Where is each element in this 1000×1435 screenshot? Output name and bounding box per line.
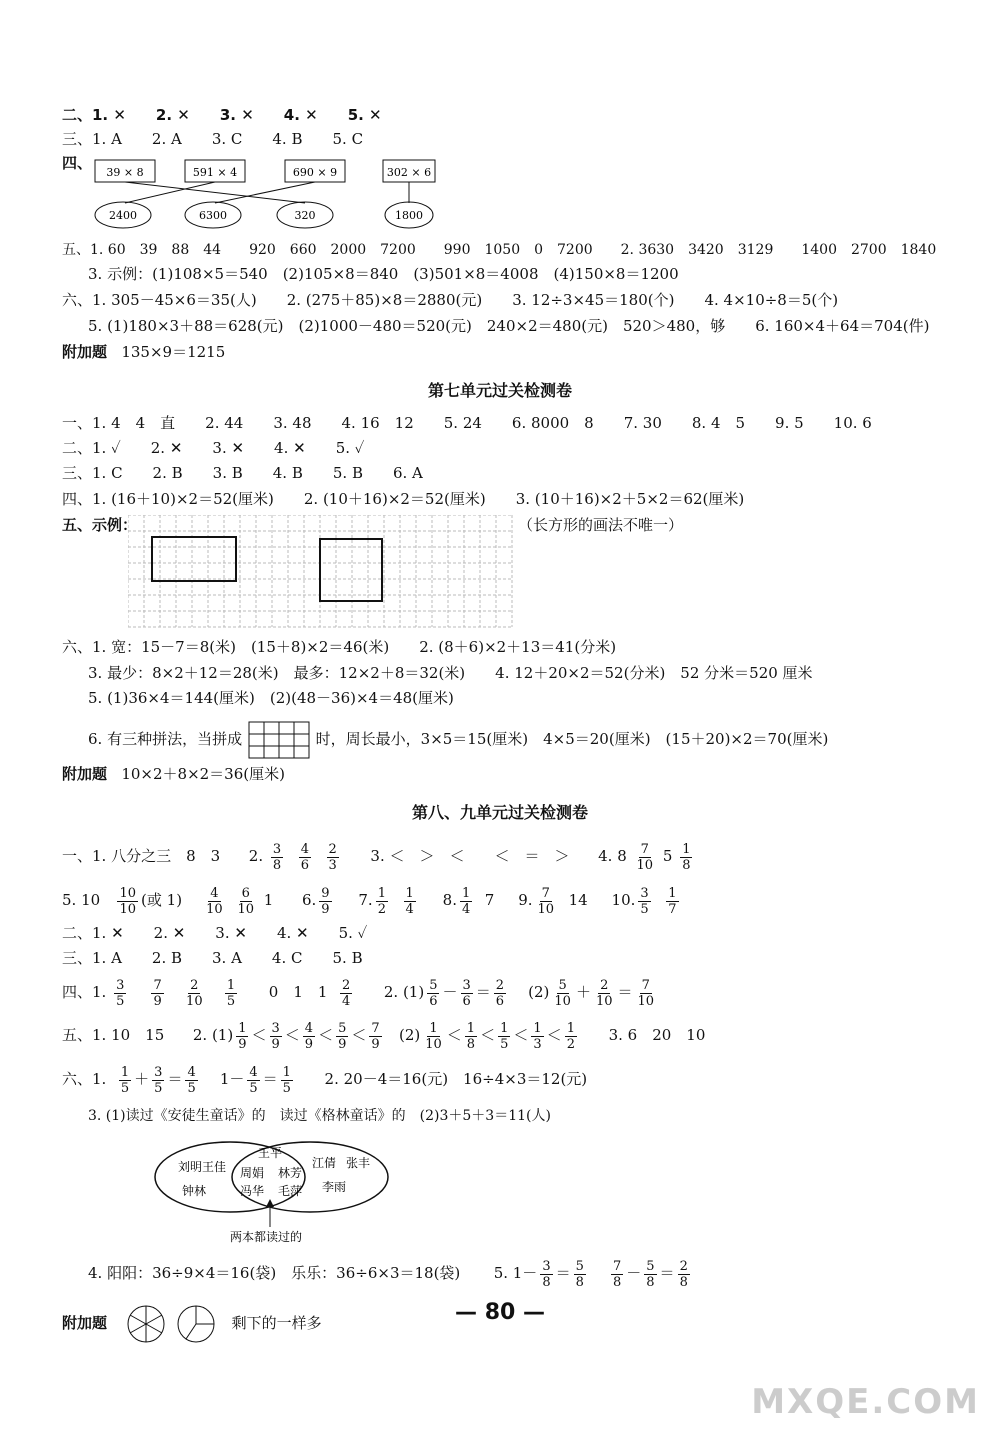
tile-grid xyxy=(247,720,311,760)
line-solve-2: 5. (1)180×3＋88＝628(元) (2)1000－480＝520(元) 240×2＝480(元) 520＞480，够 6. 160×4＋64＝704(件) xyxy=(88,317,930,335)
extra-answer: 135×9＝1215 xyxy=(121,343,226,361)
matching-label: 四、 xyxy=(62,154,93,172)
line-solve-3: 5. (1)36×4＝144(厘米) (2)(48－36)×4＝48(厘米) xyxy=(88,689,454,707)
line-solve-4: 6. 有三种拼法，当拼成 时，周长最小，3×5＝15(厘米) 4×5＝20(厘米) (15＋20)×2＝70(厘米) xyxy=(88,720,828,760)
line-frac-3: 六、1. $\frac{1}{5}$ ＋ $\frac{3}{5}$ ＝ $\frac{4}{5}$ 1－ $\frac{4}{5}$ ＝ $\frac{1}{5}$ 2. 20－4＝16(元) 16÷4×3＝12(元) xyxy=(62,1064,588,1096)
box-4: 302 × 6 xyxy=(386,166,432,179)
extra-line xyxy=(62,341,225,363)
svg-text:李雨: 李雨 xyxy=(322,1180,347,1194)
svg-text:钟林: 钟林 xyxy=(182,1184,207,1198)
line-frac-2: 五、1. 10 15 2. (1) $\frac{1}{9}$ ＜ $\frac{3}{9}$ ＜ $\frac{4}{9}$ ＜ $\frac{5}{9}$ ＜ $\frac{7}{9}$ (2) $\frac{1}{10}$ ＜ $\frac{1}{8}$ ＜ $\frac{1}{5}$ ＜ $\frac{1}{3}$ ＜ $\frac{1}{2}$ 3. 6 20 10 xyxy=(62,1020,706,1052)
box-2: 591 × 4 xyxy=(192,166,238,179)
svg-text:张丰: 张丰 xyxy=(346,1156,371,1170)
line-calc: 四、1. (16＋10)×2＝52(厘米) 2. (10＋16)×2＝52(厘米) 3. (10＋16)×2＋5×2＝62(厘米) xyxy=(62,490,745,508)
svg-text:林芳: 林芳 xyxy=(278,1166,303,1180)
section-title-89: 第八、九单元过关检测卷 xyxy=(411,803,588,822)
extra-line: 附加题 10×2＋8×2＝36(厘米) xyxy=(62,765,285,783)
matching-diagram xyxy=(85,155,445,235)
line-judgment: 二、1. ✕ 2. ✕ 3. ✕ 4. ✕ 5. ✓ xyxy=(62,924,368,942)
svg-text:冯华: 冯华 xyxy=(240,1184,265,1198)
svg-text:王平: 王平 xyxy=(258,1146,283,1160)
line-choice: 三、1. C 2. B 3. B 4. B 5. B 6. A xyxy=(62,464,423,482)
box-1: 39 × 8 xyxy=(106,166,144,179)
line-final: 4. 阳阳：36÷9×4＝16(袋) 乐乐：36÷6×3＝18(袋) 5. 1－ $\frac{3}{8}$ ＝ $\frac{5}{8}$ $\frac{7}{8}$ － $\frac{5}{8}$ ＝ $\frac{2}{8}$ xyxy=(88,1258,688,1290)
section-title-7: 第七单元过关检测卷 xyxy=(427,381,572,400)
line-judgment: 二、1. ✓ 2. ✕ 3. ✕ 4. ✕ 5. ✓ xyxy=(62,439,365,457)
line-fill-1: 一、1. 八分之三 8 3 2. $\frac{3}{8}$ $\frac{4}{6}$ $\frac{2}{3}$ 3. ＜ ＞ ＜ ＜ ＝ ＞ 4. 8 $\frac{7}{10}$ 5 $\frac{1}{8}$ xyxy=(62,841,691,873)
svg-text:毛萍: 毛萍 xyxy=(278,1184,303,1198)
line-choice: 三、1. A 2. B 3. A 4. C 5. B xyxy=(62,949,363,967)
grid-rectangles xyxy=(128,515,516,631)
box-3: 690 × 9 xyxy=(292,166,338,179)
line-choice: 三、1. A 2. A 3. C 4. B 5. C xyxy=(62,130,364,148)
watermark: MXQE.COM xyxy=(751,1382,980,1422)
svg-text:江倩: 江倩 xyxy=(312,1156,337,1170)
line-calc: 五、1. 60 39 88 44 920 660 2000 7200 990 1050 0 7200 2. 3630 3420 3129 1400 2700 1840 xyxy=(62,242,937,258)
line-calc-example: 3. 示例：(1)108×5＝540 (2)105×8＝840 (3)501×8＝4008 (4)150×8＝1200 xyxy=(88,265,679,283)
oval-1: 2400 xyxy=(109,209,137,222)
oval-4: 1800 xyxy=(395,209,423,222)
line-solve-2: 3. 最少：8×2＋12＝28(米) 最多：12×2＋8＝32(米) 4. 12＋20×2＝52(分米) 52 分米＝520 厘米 xyxy=(88,664,813,682)
extra-line: 附加题 剩下的一样多 xyxy=(62,1303,322,1344)
example-label: 五、示例： xyxy=(62,516,138,534)
line-judgment: 二、1. ✕ 2. ✕ 3. ✕ 4. ✕ 5. ✕ xyxy=(62,106,382,124)
line-frac-1: 四、1. $\frac{3}{5}$ $\frac{7}{9}$ $\frac{2}{10}$ $\frac{1}{5}$ 0 1 1 $\frac{2}{4}$ 2. (1) $\frac{5}{6}$ － $\frac{3}{6}$ ＝ $\frac{2}{6}$ (2) $\frac{5}{10}$ ＋ $\frac{2}{10}$ ＝ $\frac{7}{10}$ xyxy=(62,977,655,1009)
line-solve-1: 六、1. 305－45×6＝35(人) 2. (275＋85)×8＝2880(元) 3. 12÷3×45＝180(个) 4. 4×10÷8＝5(个) xyxy=(62,291,839,309)
line-fill-2: 5. 10 $\frac{10}{10}$ (或 1) $\frac{4}{10}$ $\frac{6}{10}$ 1 6. $\frac{9}{9}$ 7. $\frac{1}{2}$ $\frac{1}{4}$ 8. $\frac{1}{4}$ 7 9. $\frac{7}{10}$ 14 10. $\frac{3}{5}$ $\frac{1}{7}$ xyxy=(62,885,677,917)
line-fill: 一、1. 4 4 直 2. 44 3. 48 4. 16 12 5. 24 6. 8000 8 7. 30 8. 4 5 9. 5 10. 6 xyxy=(62,414,872,432)
line-solve-1: 六、1. 宽：15－7＝8(米) (15＋8)×2＝46(米) 2. (8＋6)×2＋13＝41(分米) xyxy=(62,638,617,656)
line-venn-caption: 3. (1)读过《安徒生童话》的 读过《格林童话》的 (2)3＋5＋3＝11(人) xyxy=(88,1108,551,1124)
oval-2: 6300 xyxy=(199,209,227,222)
extra-label: 附加题 xyxy=(62,343,108,361)
svg-text:刘明: 刘明 xyxy=(178,1160,203,1174)
page-number: — 80 — xyxy=(455,1300,545,1325)
svg-text:周娟: 周娟 xyxy=(240,1166,265,1180)
example-note: （长方形的画法不唯一） xyxy=(518,516,684,534)
svg-text:两本都读过的: 两本都读过的 xyxy=(230,1230,303,1244)
svg-text:王佳: 王佳 xyxy=(202,1160,227,1174)
oval-3: 320 xyxy=(294,209,316,222)
venn-diagram xyxy=(150,1135,400,1247)
